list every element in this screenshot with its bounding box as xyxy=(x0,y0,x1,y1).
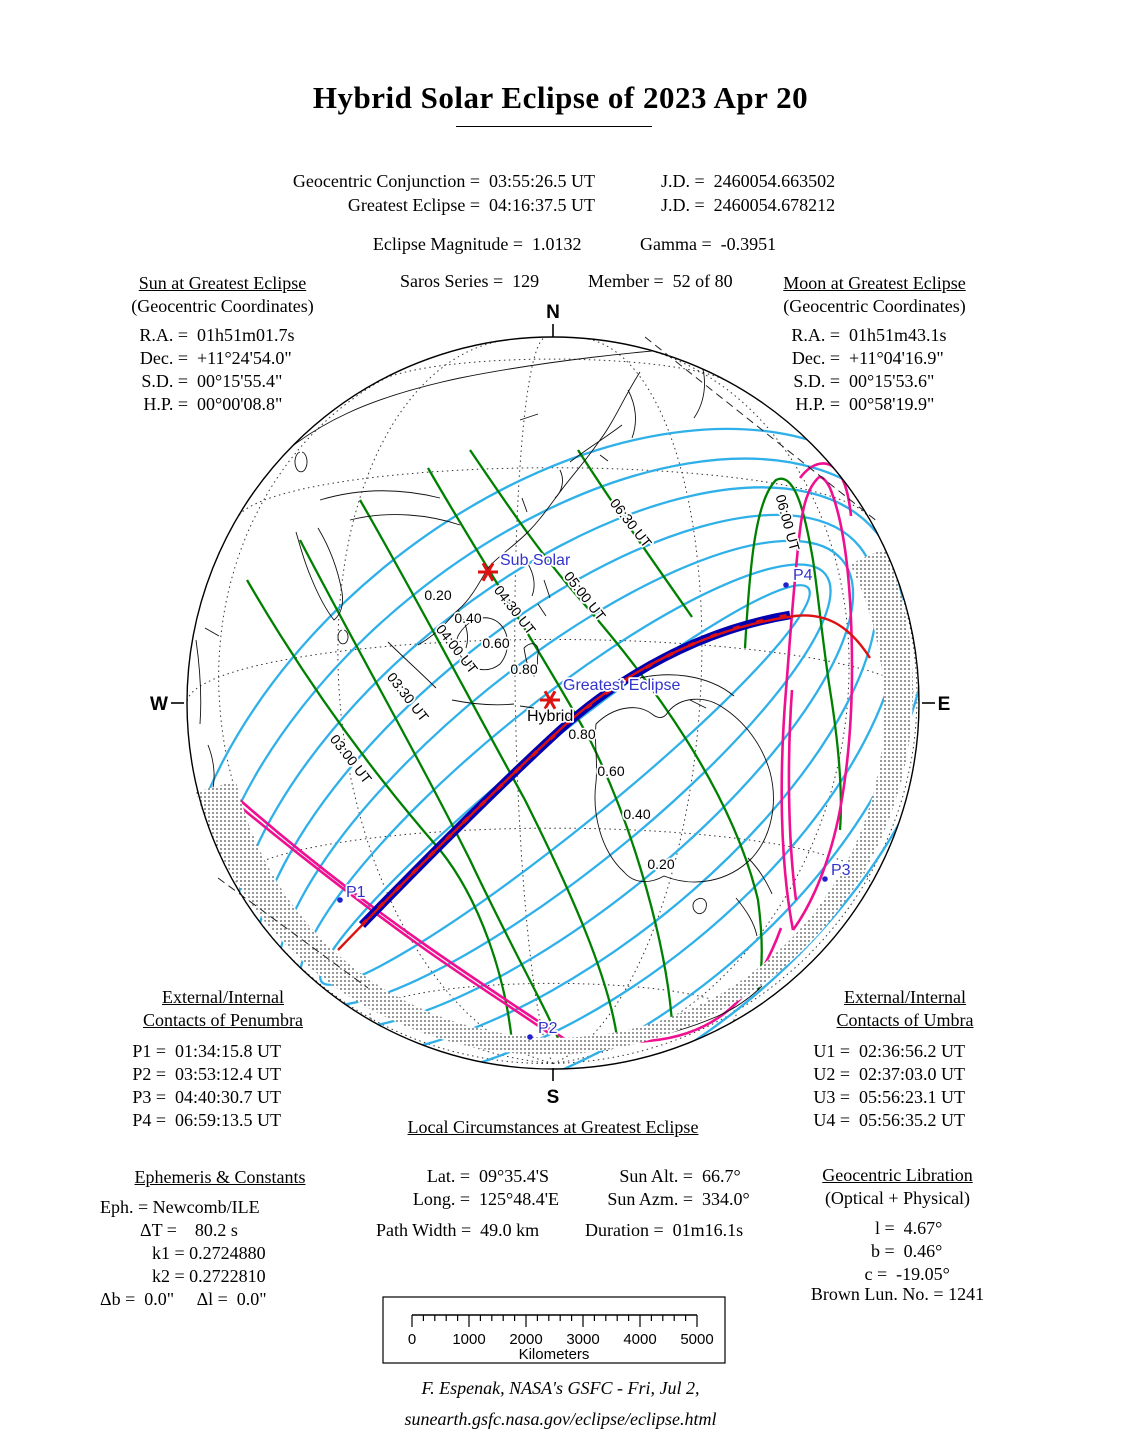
moon-dec-value: +11°04'16.9" xyxy=(849,348,944,368)
greatest-eclipse-label: Greatest Eclipse = xyxy=(347,195,480,215)
delta-t-row: ΔT = 80.2 s xyxy=(140,1220,238,1240)
sub-solar-label: Sub Solar xyxy=(500,552,571,569)
p1-dot xyxy=(337,897,343,903)
libration-c-value: -19.05° xyxy=(896,1264,950,1284)
conjunction-label: Geocentric Conjunction = xyxy=(292,171,480,191)
libration-b-label: b = xyxy=(870,1241,895,1261)
contour-label-se-060: 0.60 xyxy=(597,763,625,779)
latitude-value: 09°35.4'S xyxy=(479,1166,549,1186)
duration-row xyxy=(567,1199,743,1241)
sun-at-greatest-eclipse-block xyxy=(110,272,335,416)
umbra-contacts-title2: Contacts of Umbra xyxy=(836,1010,974,1030)
footer-url: sunearth.gsfc.nasa.gov/eclipse/eclipse.html xyxy=(404,1409,717,1429)
p4-contact-row xyxy=(118,1109,328,1132)
magnitude-row xyxy=(305,213,582,255)
compass-east-label: E xyxy=(937,694,951,715)
ut-label-0630: 06:30 UT xyxy=(606,495,655,551)
moon-hp-row xyxy=(762,393,987,416)
umbra-path-band xyxy=(362,615,790,925)
u2-contact-time: 02:37:03.0 UT xyxy=(859,1064,965,1084)
hybrid-label: Hybrid xyxy=(527,708,574,725)
scale-tick-1000: 1000 xyxy=(452,1331,486,1348)
sun-azm-value: 334.0° xyxy=(702,1189,750,1209)
footer-credit: F. Espenak, NASA's GSFC - Fri, Jul 2, xyxy=(421,1378,700,1398)
k1-row: k1 = 0.2724880 xyxy=(152,1243,266,1263)
ephemeris-block xyxy=(100,1166,340,1311)
u4-contact-label: U4 = xyxy=(813,1110,850,1130)
contour-label-se-040: 0.40 xyxy=(623,806,651,822)
p3-contact-label: P3 = xyxy=(132,1087,166,1107)
ut-label-0330: 03:30 UT xyxy=(383,669,432,725)
ephemeris-title: Ephemeris & Constants xyxy=(134,1167,306,1187)
scale-tick-2000: 2000 xyxy=(509,1331,543,1348)
p2-label: P2 xyxy=(538,1020,558,1037)
libration-c-row xyxy=(790,1263,1005,1286)
scale-tick-0: 0 xyxy=(407,1331,417,1348)
duration-label: Duration = xyxy=(585,1220,664,1240)
member-row xyxy=(570,250,733,292)
penumbra-contacts-block xyxy=(118,986,328,1132)
ephemeris-source-row: Eph. = Newcomb/ILE xyxy=(100,1197,260,1217)
sun-hp-value: 00°00'08.8" xyxy=(197,394,283,414)
sun-sd-label: S.D. = xyxy=(141,371,188,391)
sun-dec-row xyxy=(110,347,335,370)
local-circumstances-block xyxy=(353,1116,753,1139)
greatest-eclipse-label: Greatest Eclipse xyxy=(563,677,681,694)
latitude-label: Lat. = xyxy=(426,1166,470,1186)
sun-sd-row xyxy=(110,370,335,393)
jd2-value: 2460054.678212 xyxy=(713,195,836,215)
moon-sd-label: S.D. = xyxy=(793,371,840,391)
moon-dec-label: Dec. = xyxy=(791,348,840,368)
scale-tick-5000: 5000 xyxy=(680,1331,714,1348)
ut-label-0300: 03:00 UT xyxy=(326,731,375,787)
member-value: 52 of 80 xyxy=(672,271,733,291)
scale-tick-3000: 3000 xyxy=(566,1331,600,1348)
p4-contact-time: 06:59:13.5 UT xyxy=(175,1110,281,1130)
moon-block-title: Moon at Greatest Eclipse xyxy=(783,273,966,293)
path-width-value: 49.0 km xyxy=(480,1220,540,1240)
p3-contact-time: 04:40:30.7 UT xyxy=(175,1087,281,1107)
jd2-label: J.D. = xyxy=(661,195,705,215)
longitude-value: 125°48.4'E xyxy=(479,1189,559,1209)
moon-dec-row xyxy=(762,347,987,370)
gamma-value: -0.3951 xyxy=(720,234,777,254)
p3-dot xyxy=(822,876,828,882)
greatest-eclipse-row xyxy=(230,174,595,216)
p4-contact-label: P4 = xyxy=(132,1110,166,1130)
jd-label: J.D. = xyxy=(661,171,705,191)
p2-contact-label: P2 = xyxy=(132,1064,166,1084)
contour-label-nw-080: 0.80 xyxy=(510,661,538,677)
scale-bar xyxy=(383,1297,725,1363)
duration-value: 01m16.1s xyxy=(672,1220,744,1240)
moon-ra-label: R.A. = xyxy=(791,325,840,345)
u1-contact-row xyxy=(800,1040,1010,1063)
libration-block xyxy=(790,1164,1005,1286)
sun-dec-value: +11°24'54.0" xyxy=(197,348,292,368)
moon-sd-row xyxy=(762,370,987,393)
p2-contact-time: 03:53:12.4 UT xyxy=(175,1064,281,1084)
libration-b-row xyxy=(790,1240,1005,1263)
sun-block-subtitle: (Geocentric Coordinates) xyxy=(131,296,314,316)
u1-contact-time: 02:36:56.2 UT xyxy=(859,1041,965,1061)
db-dl-row: Δb = 0.0" Δl = 0.0" xyxy=(100,1289,267,1309)
magnitude-value: 1.0132 xyxy=(532,234,582,254)
magnitude-label: Eclipse Magnitude = xyxy=(372,234,523,254)
saros-row xyxy=(382,250,539,292)
u2-contact-row xyxy=(800,1063,1010,1086)
jd-value: 2460054.663502 xyxy=(713,171,836,191)
u4-contact-time: 05:56:35.2 UT xyxy=(859,1110,965,1130)
libration-l-label: l = xyxy=(874,1218,895,1238)
sun-ra-value: 01h51m01.7s xyxy=(197,325,295,345)
moon-ra-value: 01h51m43.1s xyxy=(849,325,947,345)
p2-dot xyxy=(527,1034,533,1040)
compass-south-label: S xyxy=(546,1087,560,1108)
moon-sd-value: 00°15'53.6" xyxy=(849,371,935,391)
libration-l-row xyxy=(790,1217,1005,1240)
ut-label-0430: 04:30 UT xyxy=(490,582,539,638)
member-label: Member = xyxy=(588,271,664,291)
u3-contact-row xyxy=(800,1086,1010,1109)
sun-ra-row xyxy=(110,324,335,347)
p4-dot xyxy=(783,582,789,588)
ut-label-0400: 04:00 UT xyxy=(432,621,481,677)
u2-contact-label: U2 = xyxy=(813,1064,850,1084)
saros-value: 129 xyxy=(512,271,540,291)
greatest-eclipse-time: 04:16:37.5 UT xyxy=(489,195,595,215)
page-title: Hybrid Solar Eclipse of 2023 Apr 20 xyxy=(312,80,809,115)
gamma-label: Gamma = xyxy=(640,234,712,254)
moon-block-subtitle: (Geocentric Coordinates) xyxy=(783,296,966,316)
brown-lunation-row: Brown Lun. No. = 1241 xyxy=(810,1284,985,1304)
p1-contact-label: P1 = xyxy=(132,1041,166,1061)
path-width-row xyxy=(358,1199,539,1241)
greatest-eclipse-jd-row xyxy=(643,174,835,216)
p1-contact-row xyxy=(118,1040,328,1063)
p2-contact-row xyxy=(118,1063,328,1086)
p1-contact-time: 01:34:15.8 UT xyxy=(175,1041,281,1061)
east-loop-inner-strand xyxy=(789,690,796,900)
ut-label-0500: 05:00 UT xyxy=(560,568,609,624)
sun-alt-value: 66.7° xyxy=(702,1166,741,1186)
ut-label-0600: 06:00 UT xyxy=(772,492,804,553)
penumbra-contacts-title2: Contacts of Penumbra xyxy=(143,1010,303,1030)
compass-north-label: N xyxy=(546,302,560,323)
dashed-axis-lines xyxy=(218,337,878,988)
libration-l-value: 4.67° xyxy=(903,1218,943,1238)
moon-ra-row xyxy=(762,324,987,347)
k2-row: k2 = 0.2722810 xyxy=(152,1266,266,1286)
p4-label: P4 xyxy=(793,567,813,584)
path-width-label: Path Width = xyxy=(376,1220,472,1240)
libration-b-value: 0.46° xyxy=(903,1241,943,1261)
u4-contact-row xyxy=(800,1109,1010,1132)
libration-c-label: c = xyxy=(864,1264,888,1284)
contour-label-nw-040: 0.40 xyxy=(454,610,482,626)
sun-sd-value: 00°15'55.4" xyxy=(197,371,283,391)
scale-bar-unit: Kilometers xyxy=(518,1346,590,1363)
contour-label-se-080: 0.80 xyxy=(568,726,596,742)
sun-hp-row xyxy=(110,393,335,416)
penumbra-contacts-title1: External/Internal xyxy=(162,987,284,1007)
contour-label-nw-020: 0.20 xyxy=(424,587,452,603)
limb-shading-band xyxy=(196,548,913,1055)
compass-west-label: W xyxy=(150,694,168,715)
sun-azm-label: Sun Azm. = xyxy=(607,1189,693,1209)
p3-contact-row xyxy=(118,1086,328,1109)
libration-subtitle: (Optical + Physical) xyxy=(824,1188,971,1208)
p1-label: P1 xyxy=(346,884,366,901)
sun-ra-label: R.A. = xyxy=(139,325,188,345)
saros-label: Saros Series = xyxy=(400,271,504,291)
sun-hp-label: H.P. = xyxy=(143,394,188,414)
conjunction-time: 03:55:26.5 UT xyxy=(489,171,595,191)
sun-alt-label: Sun Alt. = xyxy=(619,1166,693,1186)
moon-hp-value: 00°58'19.9" xyxy=(849,394,935,414)
umbra-contacts-block xyxy=(800,986,1010,1132)
contour-label-se-020: 0.20 xyxy=(647,856,675,872)
sun-dec-label: Dec. = xyxy=(139,348,188,368)
longitude-label: Long. = xyxy=(412,1189,470,1209)
sun-block-title: Sun at Greatest Eclipse xyxy=(138,273,307,293)
moon-at-greatest-eclipse-block xyxy=(762,272,987,416)
scale-tick-4000: 4000 xyxy=(623,1331,657,1348)
title-underline xyxy=(456,126,652,127)
greatest-eclipse-marker xyxy=(540,691,560,708)
p3-label: P3 xyxy=(831,862,851,879)
moon-hp-label: H.P. = xyxy=(795,394,840,414)
libration-title: Geocentric Libration xyxy=(822,1165,973,1185)
central-line-ticks xyxy=(362,615,790,925)
u1-contact-label: U1 = xyxy=(813,1041,850,1061)
local-circumstances-title: Local Circumstances at Greatest Eclipse xyxy=(407,1117,699,1137)
umbra-contacts-title1: External/Internal xyxy=(844,987,966,1007)
gamma-row xyxy=(622,213,776,255)
u3-contact-time: 05:56:23.1 UT xyxy=(859,1087,965,1107)
u3-contact-label: U3 = xyxy=(813,1087,850,1107)
contour-label-nw-060: 0.60 xyxy=(482,635,510,651)
